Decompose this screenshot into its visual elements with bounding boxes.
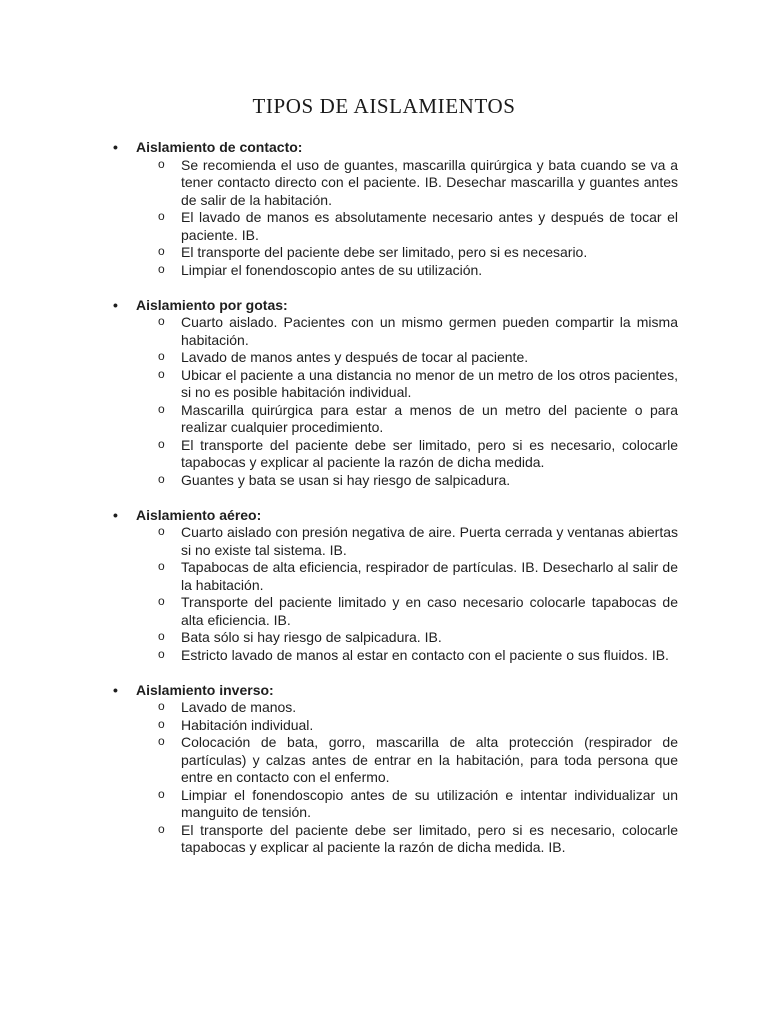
section-heading: Aislamiento por gotas: xyxy=(136,296,288,313)
section-heading-row xyxy=(0,682,768,700)
list-item xyxy=(158,524,678,559)
list-item xyxy=(158,244,678,262)
sub-bullet-marker: o xyxy=(158,559,165,573)
sub-bullet-marker: o xyxy=(158,471,165,486)
section-droplet-isolation xyxy=(0,297,768,490)
list-item xyxy=(158,261,678,280)
sub-bullet-marker: o xyxy=(158,786,165,801)
list-item xyxy=(158,594,678,629)
page-title: TIPOS DE AISLAMIENTOS xyxy=(252,94,516,118)
item-text: Cuarto aislado con presión negativa de aire. Puerta cerrada y ventanas abiertas si no existe tal sistema. IB. xyxy=(181,524,678,558)
list-item xyxy=(158,716,678,735)
sub-bullet-marker: o xyxy=(158,436,165,451)
section-heading: Aislamiento de contacto: xyxy=(136,139,303,155)
item-text: Mascarilla quirúrgica para estar a menos de un metro del paciente o para realizar cualquier procedimiento. xyxy=(181,401,678,435)
section-heading-row xyxy=(0,139,768,157)
list-item xyxy=(158,699,678,717)
sub-bullet-marker: o xyxy=(158,734,165,748)
section-heading: Aislamiento inverso: xyxy=(136,681,274,698)
item-text: El transporte del paciente debe ser limitado, pero si es necesario, colocarle tapabocas y explicar al paciente la razón de dicha medida. IB. xyxy=(181,821,678,855)
list-item xyxy=(158,734,678,787)
item-text: Cuarto aislado. Pacientes con un mismo germen pueden compartir la misma habitación. xyxy=(181,314,678,348)
section-heading-row xyxy=(0,297,768,315)
section-heading: Aislamiento aéreo: xyxy=(136,506,262,523)
list-item xyxy=(158,401,678,437)
sub-bullet-marker: o xyxy=(158,314,165,328)
item-text: El lavado de manos es absolutamente necesario antes y después de tocar el paciente. IB. xyxy=(181,209,678,243)
item-text: Guantes y bata se usan si hay riesgo de salpicadura. xyxy=(181,471,511,488)
item-text: Se recomienda el uso de guantes, mascarilla quirúrgica y bata cuando se va a tener contacto directo con el paciente. IB. Desechar mascarilla y guantes antes de salir de la habitación. xyxy=(181,156,678,208)
list-item xyxy=(158,471,678,490)
section-airborne-isolation xyxy=(0,507,768,665)
isolation-list xyxy=(0,139,768,874)
section-contact-isolation xyxy=(0,139,768,279)
sub-bullet-marker: o xyxy=(158,629,165,643)
list-item xyxy=(158,436,678,472)
list-item xyxy=(158,646,678,665)
sub-bullet-marker: o xyxy=(158,209,165,223)
list-item xyxy=(158,629,678,647)
item-text: Limpiar el fonendoscopio antes de su utilización e intentar individualizar un manguito de tensión. xyxy=(181,786,678,820)
sub-bullet-marker: o xyxy=(158,594,165,608)
item-text: Ubicar el paciente a una distancia no menor de un metro de los otros pacientes, si no es posible habitación individual. xyxy=(181,366,678,400)
item-text: El transporte del paciente debe ser limitado, pero si es necesario, colocarle tapabocas y explicar al paciente la razón de dicha medida. xyxy=(181,436,678,470)
sub-bullet-marker: o xyxy=(158,244,165,258)
list-item xyxy=(158,786,678,822)
bullet-marker: • xyxy=(113,296,118,313)
item-text: Habitación individual. xyxy=(181,716,314,733)
item-text: Transporte del paciente limitado y en caso necesario colocarle tapabocas de alta eficiencia. IB. xyxy=(181,594,678,628)
list-item xyxy=(158,559,678,594)
section-heading-row xyxy=(0,507,768,525)
item-text: Limpiar el fonendoscopio antes de su utilización. xyxy=(181,261,483,278)
list-item xyxy=(158,314,678,349)
item-text: Bata sólo si hay riesgo de salpicadura. IB. xyxy=(181,629,442,645)
sub-bullet-marker: o xyxy=(158,646,165,661)
sub-bullet-marker: o xyxy=(158,349,165,363)
list-item xyxy=(158,349,678,367)
sub-bullet-marker: o xyxy=(158,366,165,381)
list-item xyxy=(158,821,678,857)
list-item xyxy=(158,209,678,244)
sub-bullet-marker: o xyxy=(158,821,165,836)
item-text: Tapabocas de alta eficiencia, respirador de partículas. IB. Desecharlo al salir de la habitación. xyxy=(181,559,678,593)
item-text: Lavado de manos antes y después de tocar al paciente. xyxy=(181,349,529,365)
sub-bullet-marker: o xyxy=(158,156,165,171)
sub-bullet-marker: o xyxy=(158,524,165,538)
list-item xyxy=(158,156,678,210)
item-text: Estricto lavado de manos al estar en contacto con el paciente o sus fluidos. IB. xyxy=(181,646,669,663)
item-text: Lavado de manos. xyxy=(181,699,297,715)
sub-bullet-marker: o xyxy=(158,699,165,713)
sub-bullet-marker: o xyxy=(158,716,165,731)
section-reverse-isolation xyxy=(0,682,768,857)
bullet-marker: • xyxy=(113,681,118,698)
item-text: Colocación de bata, gorro, mascarilla de alta protección (respirador de partículas) y calzas antes de entrar en la habitación, para toda persona que entre en contacto con el enfermo. xyxy=(181,734,678,785)
list-item xyxy=(158,366,678,402)
item-text: El transporte del paciente debe ser limitado, pero si es necesario. xyxy=(181,244,588,260)
bullet-marker: • xyxy=(113,139,118,155)
sub-bullet-marker: o xyxy=(158,261,165,276)
bullet-marker: • xyxy=(113,506,118,523)
sub-bullet-marker: o xyxy=(158,401,165,416)
